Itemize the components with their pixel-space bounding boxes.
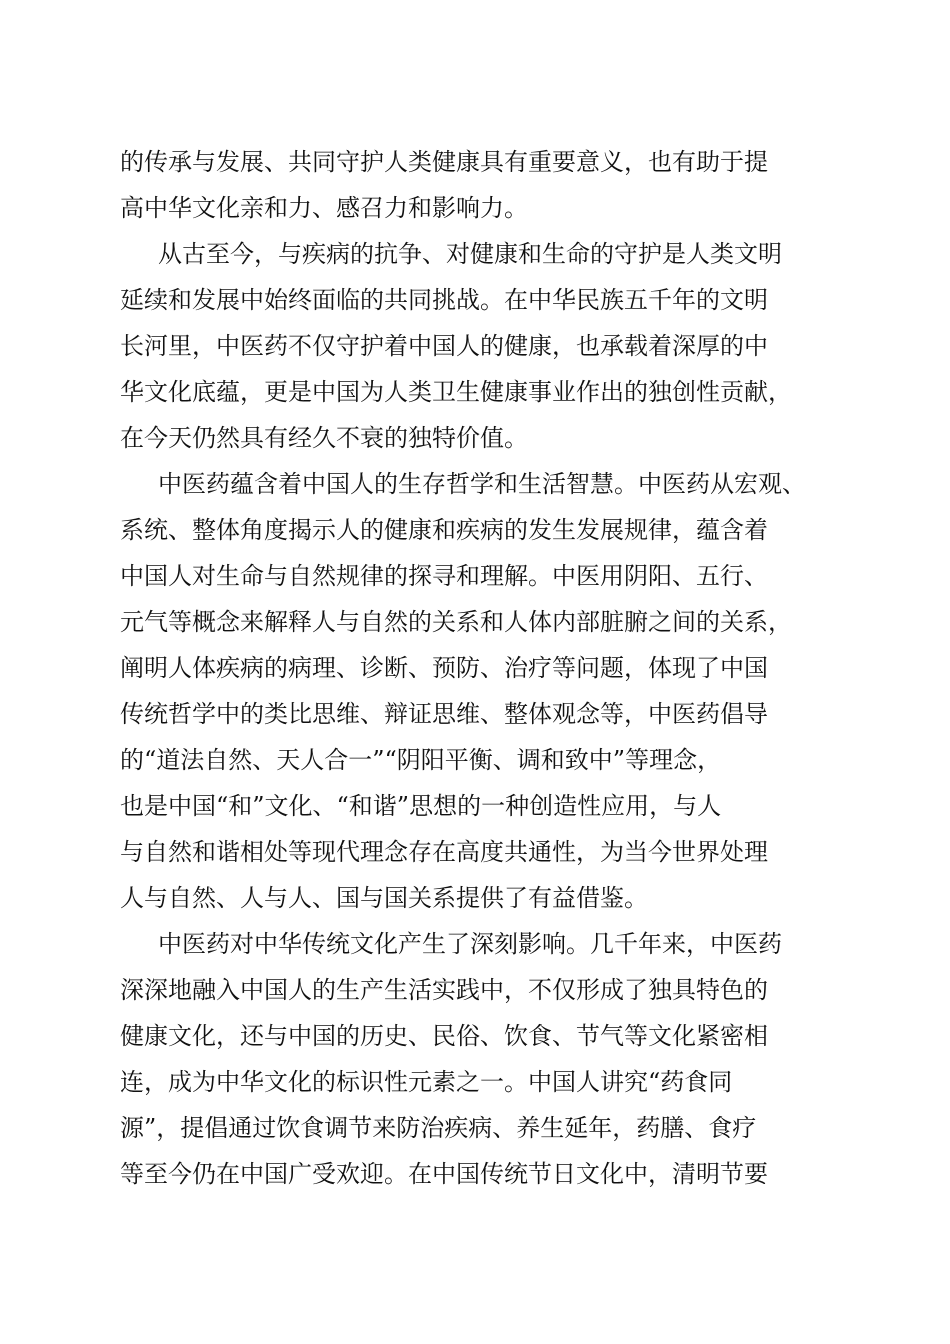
text-line: 也是中国“和”文化、“和谐”思想的一种创造性应用，与人 <box>120 792 722 820</box>
text-line: 的传承与发展、共同守护人类健康具有重要意义，也有助于提 <box>120 148 768 176</box>
text-line: 与自然和谐相处等现代理念存在高度共通性，为当今世界处理 <box>120 838 768 866</box>
text-line: 源”，提倡通过饮食调节来防治疾病、养生延年，药膳、食疗 <box>120 1114 757 1142</box>
text-line: 在今天仍然具有经久不衰的独特价值。 <box>120 424 528 452</box>
text-line: 元气等概念来解释人与自然的关系和人体内部脏腑之间的关系， <box>120 608 792 636</box>
text-line: 阐明人体疾病的病理、诊断、预防、治疗等问题，体现了中国 <box>120 654 768 682</box>
text-line: 健康文化，还与中国的历史、民俗、饮食、节气等文化紧密相 <box>120 1022 768 1050</box>
text-line: 的“道法自然、天人合一”“阴阳平衡、调和致中”等理念， <box>120 746 722 774</box>
text-line: 人与自然、人与人、国与国关系提供了有益借鉴。 <box>120 884 648 912</box>
paragraph-first-line: 从古至今，与疾病的抗争、对健康和生命的守护是人类文明 <box>158 240 782 268</box>
text-line: 中国人对生命与自然规律的探寻和理解。中医用阴阳、五行、 <box>120 562 768 590</box>
text-line: 系统、整体角度揭示人的健康和疾病的发生发展规律，蕴含着 <box>120 516 768 544</box>
paragraph-first-line: 中医药对中华传统文化产生了深刻影响。几千年来，中医药 <box>158 930 782 958</box>
text-line: 长河里，中医药不仅守护着中国人的健康，也承载着深厚的中 <box>120 332 768 360</box>
paragraph-first-line: 中医药蕴含着中国人的生存哲学和生活智慧。中医药从宏观、 <box>158 470 806 498</box>
text-line: 等至今仍在中国广受欢迎。在中国传统节日文化中，清明节要 <box>120 1160 768 1188</box>
text-line: 连，成为中华文化的标识性元素之一。中国人讲究“药食同 <box>120 1068 733 1096</box>
text-line: 高中华文化亲和力、感召力和影响力。 <box>120 194 528 222</box>
text-line: 华文化底蕴，更是中国为人类卫生健康事业作出的独创性贡献， <box>120 378 792 406</box>
body-text <box>120 139 850 1197</box>
text-line: 传统哲学中的类比思维、辩证思维、整体观念等，中医药倡导 <box>120 700 768 728</box>
text-line: 延续和发展中始终面临的共同挑战。在中华民族五千年的文明 <box>120 286 768 314</box>
text-line: 深深地融入中国人的生产生活实践中，不仅形成了独具特色的 <box>120 976 768 1004</box>
